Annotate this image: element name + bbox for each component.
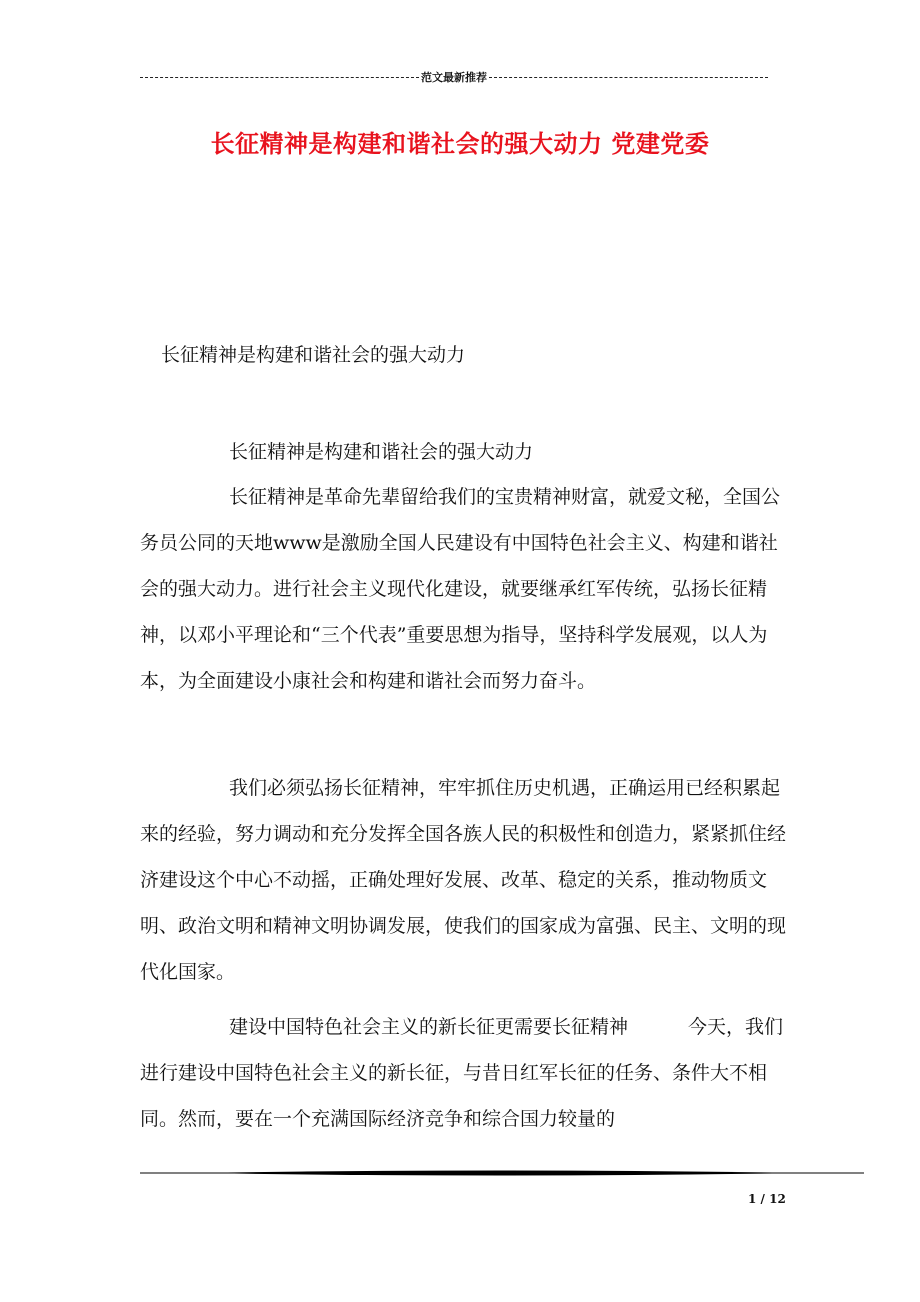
paragraph-text: 我们必须弘扬长征精神，牢牢抓住历史机遇，正确运用已经积累起来的经验，努力调动和充分发挥全国各族人民的积极性和创造力，紧紧抓住经济建设这个中心不动摇，正确处理好发展、改革、稳定的关系，推动物质文明、政治文明和精神文明协调发展，使我们的国家成为富强、民主、文明的现代化国家。 bbox=[140, 777, 787, 983]
body-paragraph-3 bbox=[140, 1004, 792, 1142]
paragraph-body: 今天，我们进行建设中国特色社会主义的新长征，与昔日红军长征的任务、条件大不相同。然而，要在一个充满国际经济竞争和综合国力较量的 bbox=[140, 1016, 784, 1130]
document-title: 长征精神是构建和谐社会的强大动力 党建党委 bbox=[210, 130, 710, 158]
paragraph-heading: 建设中国特色社会主义的新长征更需要长征精神 bbox=[229, 1016, 629, 1038]
paragraph-text: 长征精神是革命先辈留给我们的宝贵精神财富，就爱文秘，全国公务员公同的天地www是激励全国人民建设有中国特色社会主义、构建和谐社会的强大动力。进行社会主义现代化建设，就要继承红军传统，弘扬长征精神，以邓小平理论和“三个代表”重要思想为指导，坚持科学发展观，以人为本，为全面建设小康社会和构建和谐社会而努力奋斗。 bbox=[140, 486, 781, 692]
footer-divider-line bbox=[140, 1167, 864, 1181]
header-dashed-line-right bbox=[489, 77, 768, 78]
paragraph-text bbox=[140, 1004, 792, 1142]
body-paragraph-2 bbox=[140, 765, 792, 995]
footer-rule bbox=[140, 1167, 864, 1181]
document-subtitle: 长征精神是构建和谐社会的强大动力 bbox=[161, 344, 466, 366]
body-paragraph-1 bbox=[140, 474, 792, 704]
header-label: 范文最新推荐 bbox=[421, 71, 487, 84]
page-header bbox=[140, 68, 768, 86]
page-number: 1 / 12 bbox=[748, 1192, 786, 1206]
header-dashed-line-left bbox=[140, 77, 419, 78]
section-heading: 长征精神是构建和谐社会的强大动力 bbox=[229, 441, 534, 463]
